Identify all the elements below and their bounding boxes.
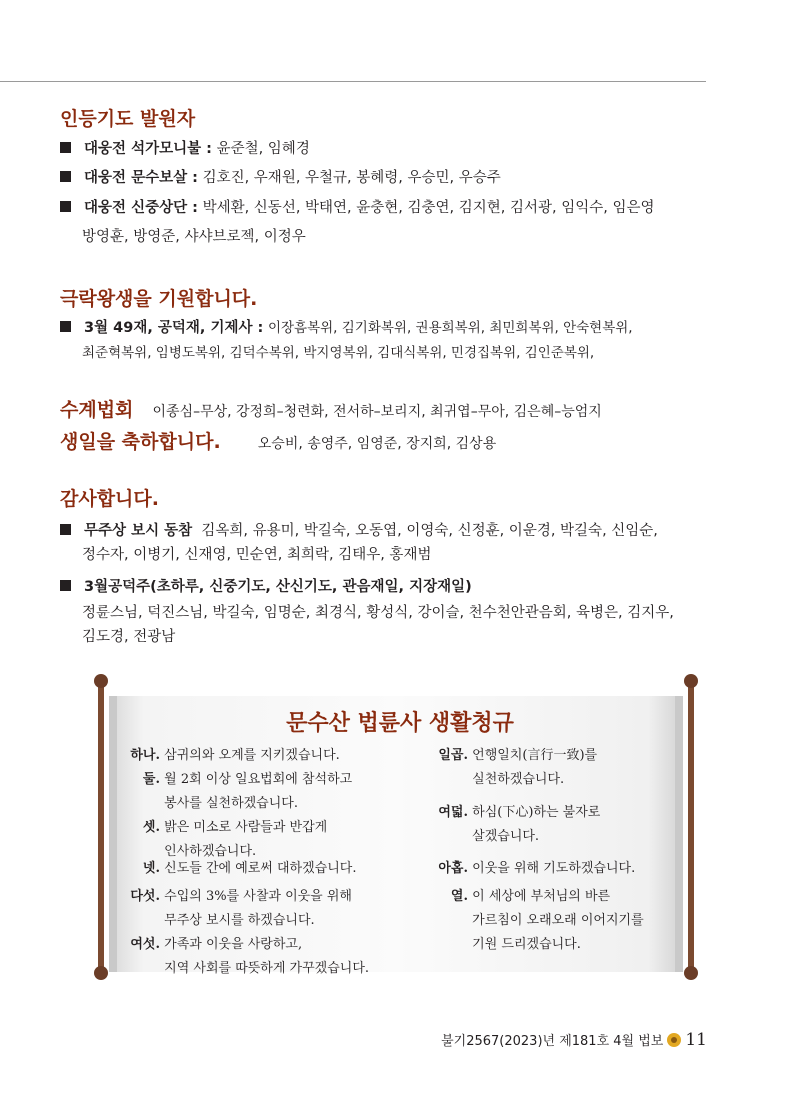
bullet-square-icon bbox=[60, 321, 71, 332]
thanks-item-1-continued: 정수자, 이병기, 신재영, 민순연, 최희락, 김태우, 홍재범 bbox=[82, 547, 432, 563]
dharma-wheel-icon bbox=[667, 1033, 681, 1047]
thanks-item-2-line-1: 정륜스님, 덕진스님, 박길숙, 임명순, 최경식, 황성식, 강이슬, 천수천안관음회, 육병은, 김지우, bbox=[82, 605, 674, 621]
bullet-square-icon bbox=[60, 171, 71, 182]
rule-5: 다섯. 수입의 3%를 사찰과 이웃을 위해 무주상 보시를 하겠습니다. bbox=[130, 889, 352, 928]
thanks-item-1: 무주상 보시 동참 김옥희, 유용미, 박길숙, 오동엽, 이영숙, 신정훈, 이운경, 박길숙, 신임순, bbox=[60, 518, 710, 544]
bullet-square-icon bbox=[60, 201, 71, 212]
lantern-item-3-continued: 방영훈, 방영준, 샤샤브로젝, 이정우 bbox=[82, 229, 306, 245]
rule-3: 셋. 밝은 미소로 사람들과 반갑게 인사하겠습니다. bbox=[142, 820, 328, 859]
rule-6: 여섯. 가족과 이웃을 사랑하고, 지역 사회를 따뜻하게 가꾸겠습니다. bbox=[130, 937, 370, 976]
rule-1: 하나. 삼귀의와 오계를 지키겠습니다. bbox=[130, 748, 340, 763]
rule-8: 여덟. 하심(下心)하는 불자로 살겠습니다. bbox=[438, 805, 601, 844]
rebirth-section-title: 극락왕생을 기원합니다. bbox=[60, 288, 258, 310]
rebirth-item-1: 3월 49재, 공덕재, 기제사 : 이장흠복위, 김기화복위, 권용희복위, 최민희복위, 안숙현복위, bbox=[60, 315, 710, 341]
footer-publication: 불기2567(2023)년 제181호 4월 법보 bbox=[441, 1034, 664, 1049]
birthday-line bbox=[60, 427, 496, 454]
lantern-item-3: 대웅전 신중상단 : 박세환, 신동선, 박태연, 윤충현, 김충연, 김지현, 김서광, 임익수, 임은영 bbox=[60, 195, 710, 221]
lantern-item-1: 대웅전 석가모니불 : 윤준철, 임혜경 bbox=[60, 136, 710, 162]
bullet-square-icon bbox=[60, 524, 71, 535]
precepts-line bbox=[60, 395, 602, 422]
lantern-section-title: 인등기도 발원자 bbox=[60, 108, 196, 130]
precepts-names: 이종심–무상, 강정희–청련화, 전서하–보리지, 최귀엽–무아, 김은혜–능엄지 bbox=[152, 404, 602, 420]
birthday-title: 생일을 축하합니다. bbox=[60, 431, 221, 453]
rule-2: 둘. 월 2회 이상 일요법회에 참석하고 봉사를 실천하겠습니다. bbox=[142, 772, 353, 811]
rebirth-item-1-continued: 최준혁복위, 임병도복위, 김덕수복위, 박지영복위, 김대식복위, 민경집복위, 김인준복위, bbox=[82, 345, 595, 361]
top-divider bbox=[0, 81, 706, 82]
lantern-item-2: 대웅전 문수보살 : 김호진, 우재원, 우철규, 봉혜령, 우승민, 우승주 bbox=[60, 165, 710, 191]
birthday-names: 오승비, 송영주, 임영준, 장지희, 김상용 bbox=[257, 436, 497, 452]
page-footer bbox=[0, 1030, 707, 1050]
rules-title: 문수산 법륜사 생활청규 bbox=[286, 711, 514, 736]
rule-10: 열. 이 세상에 부처님의 바른 가르침이 오래오래 이어지기를 기원 드리겠습니다. bbox=[450, 889, 644, 952]
thanks-item-2-line-2: 김도경, 전광남 bbox=[82, 629, 176, 645]
thanks-section-title: 감사합니다. bbox=[60, 488, 159, 510]
rule-4: 넷. 신도들 간에 예로써 대하겠습니다. bbox=[142, 861, 357, 876]
precepts-title: 수계법회 bbox=[60, 399, 134, 421]
page-number: 11 bbox=[685, 1030, 707, 1050]
rule-7: 일곱. 언행일치(言行一致)를 실천하겠습니다. bbox=[438, 748, 598, 787]
rule-9: 아홉. 이웃을 위해 기도하겠습니다. bbox=[438, 861, 636, 876]
bullet-square-icon bbox=[60, 580, 71, 591]
thanks-item-2: 3월공덕주(초하루, 신중기도, 산신기도, 관음재일, 지장재일) bbox=[60, 574, 710, 600]
bullet-square-icon bbox=[60, 142, 71, 153]
